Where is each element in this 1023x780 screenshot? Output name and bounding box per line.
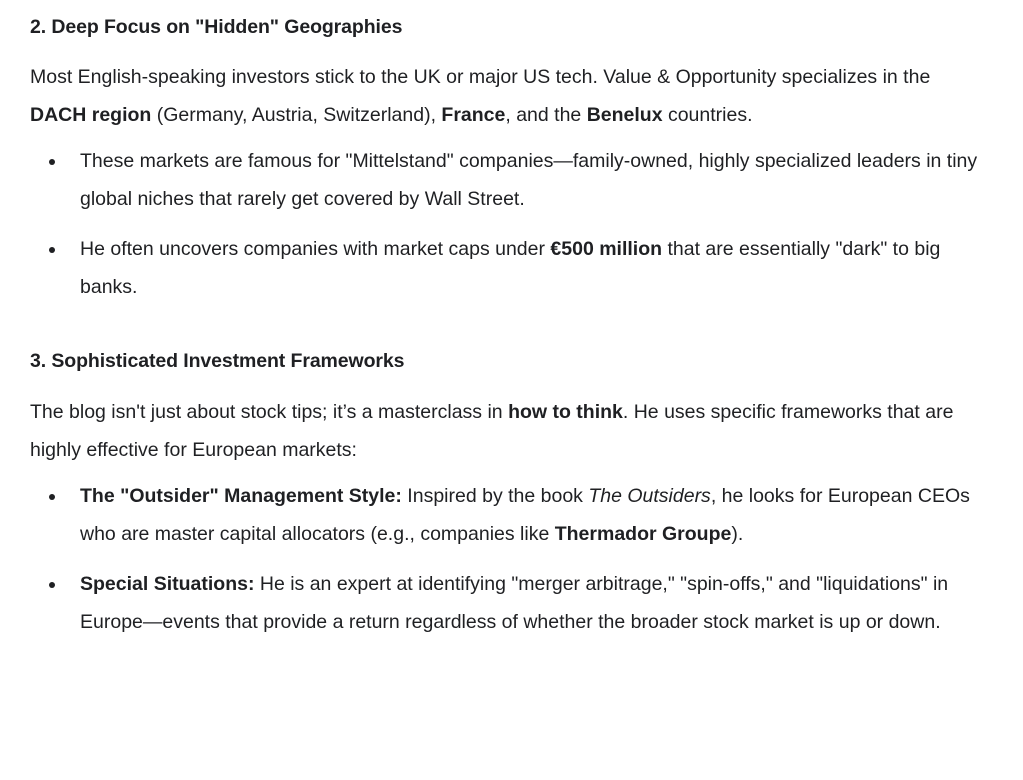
list-item: He often uncovers companies with market caps under €500 million that are essentially "dark" to big banks. xyxy=(30,230,989,306)
list-item: These markets are famous for "Mittelstand" companies—family-owned, highly specialized leaders in tiny global niches that rarely get covered by Wall Street. xyxy=(30,142,989,218)
section-paragraph: Most English-speaking investors stick to the UK or major US tech. Value & Opportunity specializes in the DACH region (Germany, Austria, Switzerland), France, and the Benelux countries. xyxy=(30,66,931,127)
section-paragraph: The blog isn't just about stock tips; it’s a masterclass in how to think. He uses specific frameworks that are highly effective for European markets: xyxy=(30,400,954,461)
list-item: Special Situations: He is an expert at identifying "merger arbitrage," "spin-offs," and "liquidations" in Europe—events that provide a return regardless of whether the broader stock market is up or down. xyxy=(30,565,989,641)
bullet-list xyxy=(30,142,989,306)
section-hidden-geographies xyxy=(30,14,989,306)
section-heading: 2. Deep Focus on "Hidden" Geographies xyxy=(30,16,403,38)
bullet-list xyxy=(30,477,989,641)
section-investment-frameworks xyxy=(30,348,989,640)
list-item: The "Outsider" Management Style: Inspired by the book The Outsiders, he looks for European CEOs who are master capital allocators (e.g., companies like Thermador Groupe). xyxy=(30,477,989,553)
section-heading: 3. Sophisticated Investment Frameworks xyxy=(30,350,405,373)
